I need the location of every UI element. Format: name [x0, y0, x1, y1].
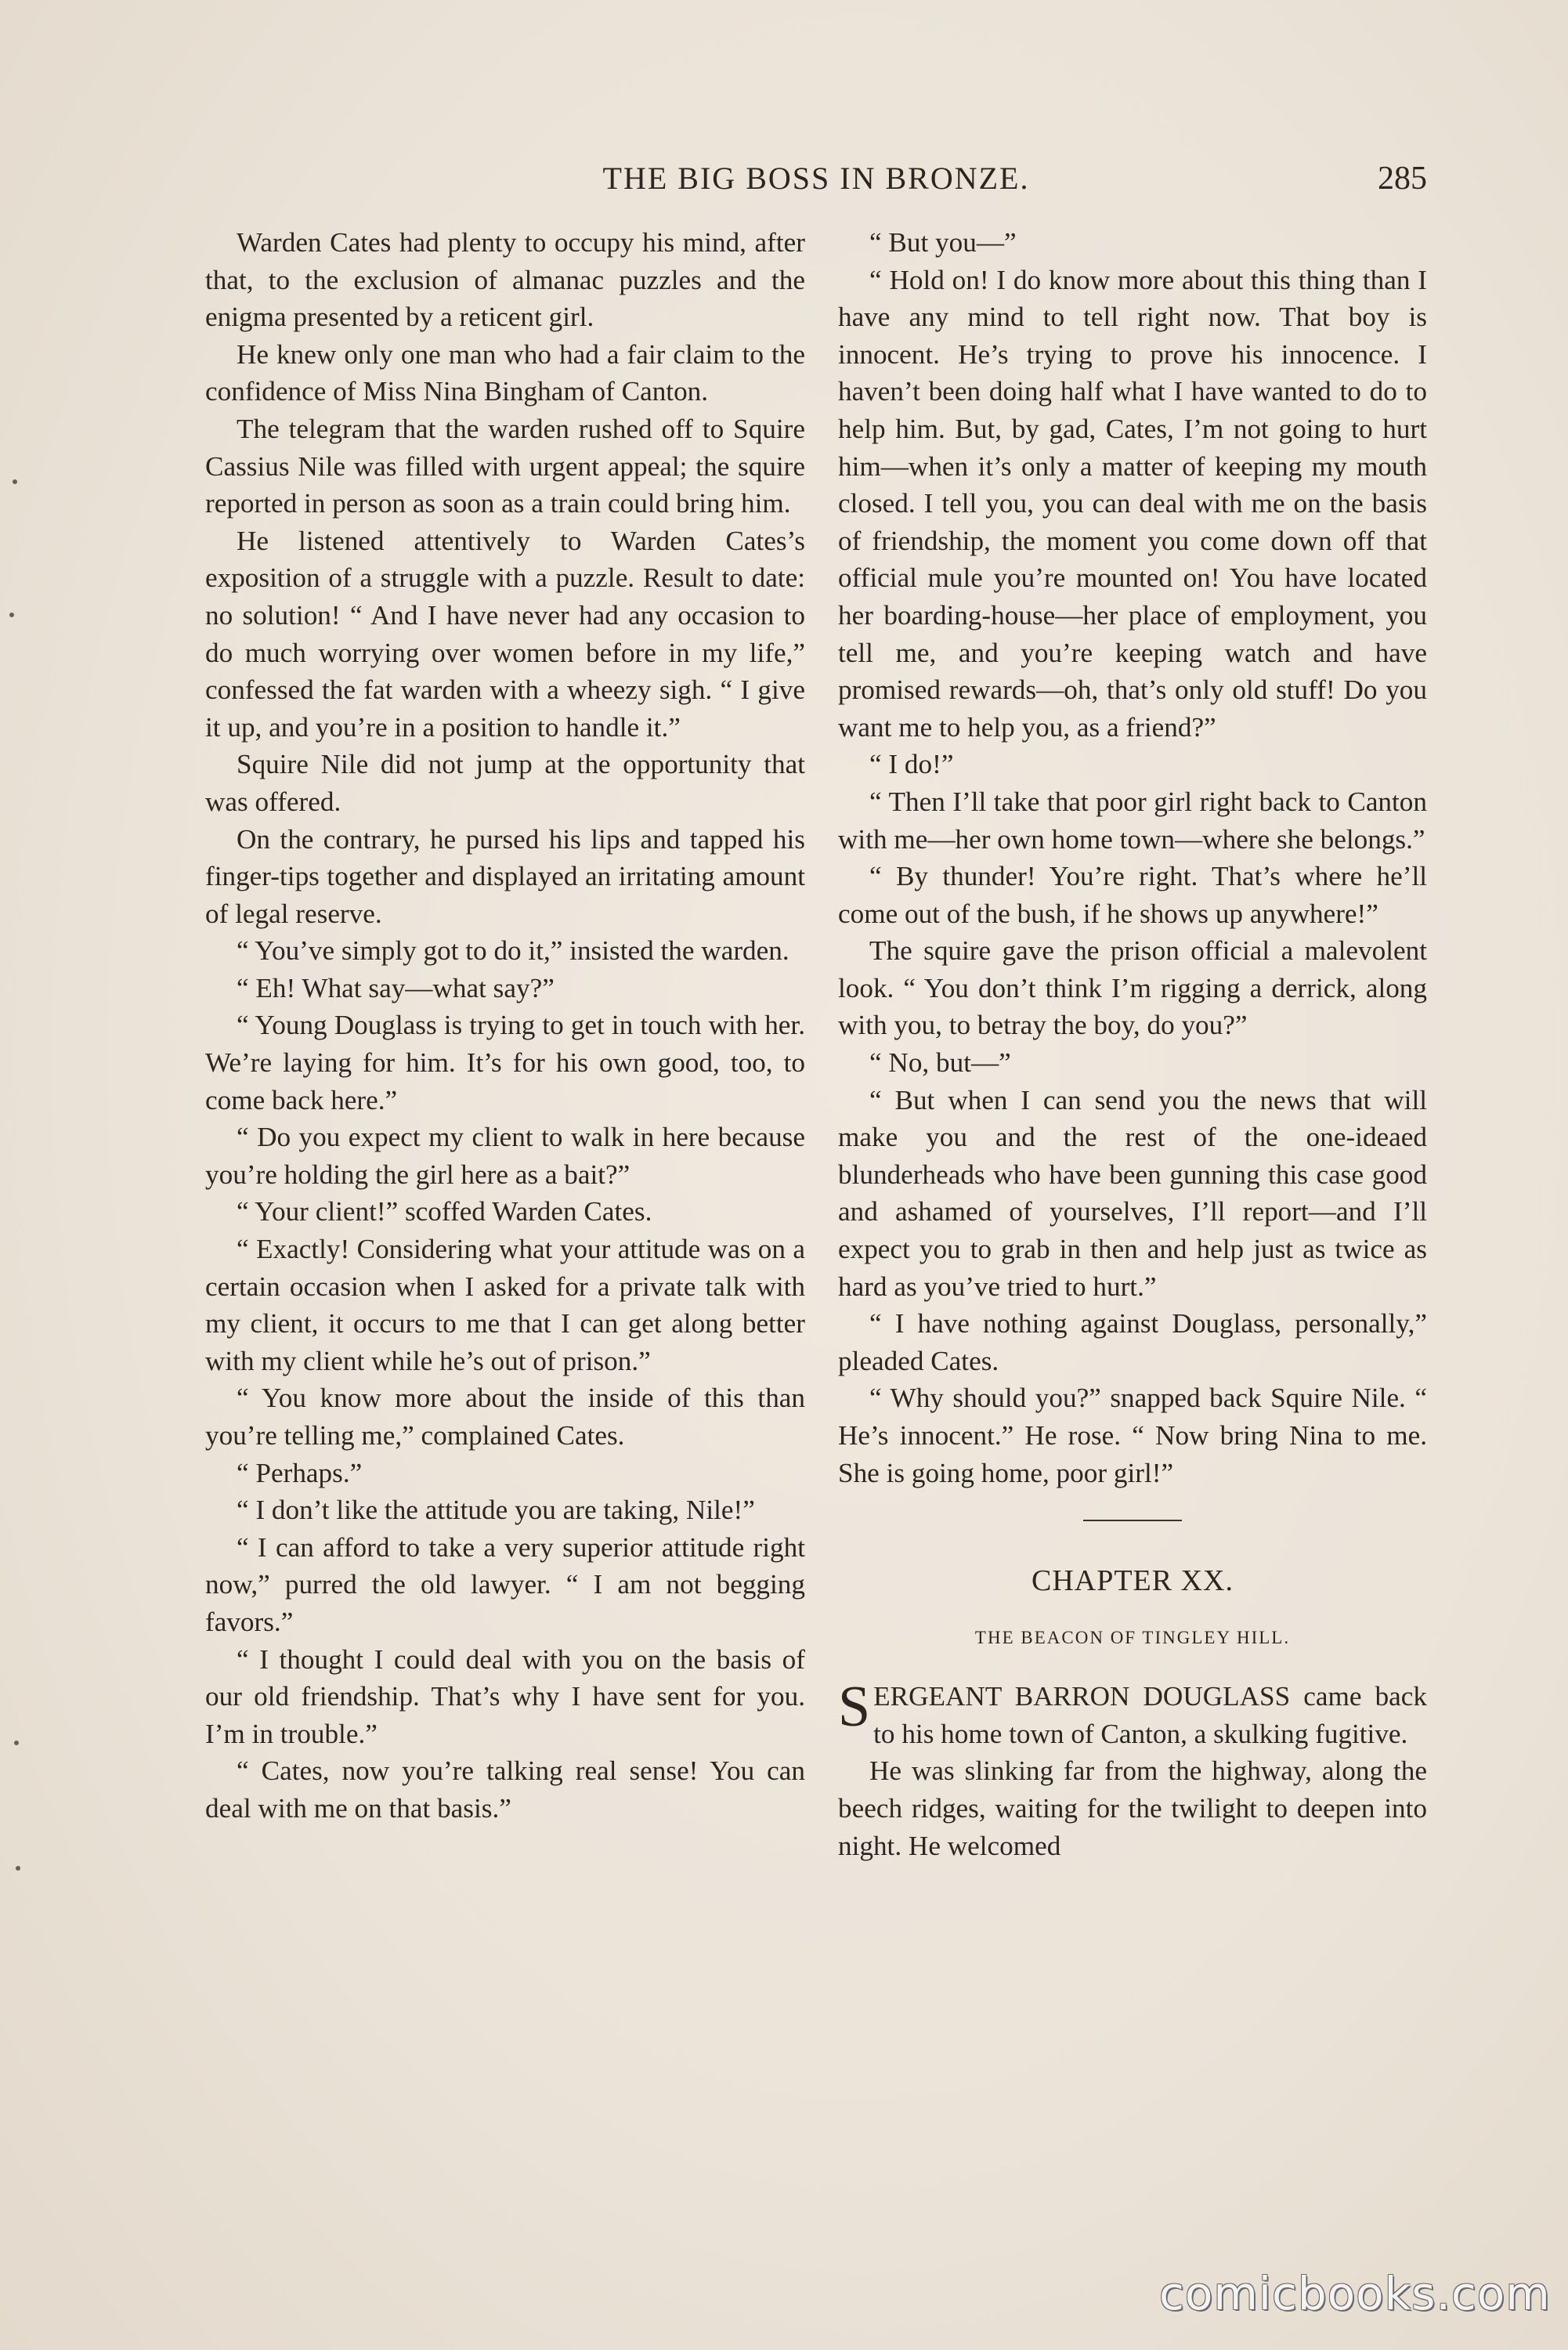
paragraph: “ I thought I could deal with you on the basis of our old friendship. That’s why I have sent for you. I’m in trouble.” [205, 1643, 805, 1749]
paragraph: “ Then I’ll take that poor girl right back to Canton with me—her own home town—where she belongs.” [838, 786, 1427, 855]
running-title: THE BIG BOSS IN BRONZE. [602, 161, 1030, 196]
site-watermark: comicbooks.com [1159, 2267, 1551, 2320]
paragraph: “ Hold on! I do know more about this thing than I have any mind to tell right now. That boy is innocent. He’s trying to prove his innocence. I haven’t been doing half what I have wanted to do to help him. But, by gad, Cates, I’m not going to hurt him—when it’s only a matter of keeping my mouth closed. I tell you, you can deal with me on the basis of friendship, the moment you come down off that official mule you’re mounted on! You have located her boarding-house—her place of employment, you tell me, and you’re keeping watch and have promised rewards—oh, that’s only old stuff! Do you want me to help you, as a friend?” [838, 264, 1427, 743]
chapter-opening-text: ERGEANT BARRON DOUGLASS came back to his home town of Canton, a skulking fugitive. [873, 1681, 1427, 1749]
chapter-subheading: THE BEACON OF TINGLEY HILL. [974, 1628, 1291, 1648]
paragraph: He listened attentively to Warden Cates’s exposition of a struggle with a puzzle. Result to date: no solution! “ And I have never had any occasion to do much worrying over women before in my life,” confessed the fat warden with a wheezy sigh. “ I give it up, and you’re in a position to handle it.” [205, 525, 805, 743]
paragraph: “ I don’t like the attitude you are taking, Nile!” [237, 1495, 755, 1526]
paragraph: “ You’ve simply got to do it,” insisted the warden. [237, 935, 789, 967]
paragraph: “ Your client!” scoffed Warden Cates. [237, 1196, 652, 1227]
paragraph: “ Cates, now you’re talking real sense! You can deal with me on that basis.” [205, 1755, 805, 1824]
margin-speck [9, 613, 14, 617]
paragraph: “ But you—” [869, 227, 1017, 258]
paragraph: “ Eh! What say—what say?” [237, 972, 555, 1003]
page-number: 285 [1378, 161, 1427, 197]
paragraph: “ By thunder! You’re right. That’s where he’ll come out of the bush, if he shows up anywhere!” [838, 861, 1427, 929]
paragraph: The squire gave the prison official a malevolent look. “ You don’t think I’m rigging a derrick, along with you, to betray the boy, do you?” [838, 935, 1427, 1041]
paragraph: “ No, but—” [869, 1047, 1011, 1079]
right-column-paragraphs [838, 224, 1427, 1491]
paragraph: “ But when I can send you the news that will make you and the rest of the one-ideaed blunderheads who have been gunning this case good and ashamed of yourselves, I’ll report—and I’ll expect you to grab in then and help just as twice as hard as you’ve tried to hurt.” [838, 1084, 1427, 1302]
paragraph: On the contrary, he pursed his lips and tapped his finger-tips together and displayed an irritating amount of legal reserve. [205, 823, 805, 929]
paragraph: Warden Cates had plenty to occupy his mind, after that, to the exclusion of almanac puzzles and the enigma presented by a reticent girl. [205, 227, 805, 333]
chapter-divider [1083, 1520, 1182, 1521]
paragraph: “ I can afford to take a very superior attitude right now,” purred the old lawyer. “ I am not begging favors.” [205, 1531, 805, 1637]
margin-speck [16, 1866, 20, 1871]
paragraph: Squire Nile did not jump at the opportunity that was offered. [205, 749, 805, 817]
paragraph: “ I have nothing against Douglass, personally,” pleaded Cates. [838, 1308, 1427, 1376]
paragraph: “ You know more about the inside of this than you’re telling me,” complained Cates. [205, 1383, 805, 1451]
paragraph: He was slinking far from the highway, along the beech ridges, waiting for the twilight to deepen into night. He welcomed [838, 1755, 1427, 1861]
paragraph: “ Exactly! Considering what your attitude was on a certain occasion when I asked for a private talk with my client, it occurs to me that I can get along better with my client while he’s out of prison.” [205, 1234, 805, 1376]
margin-speck [13, 479, 17, 484]
paragraph: “ I do!” [869, 749, 954, 780]
paragraph: “ Perhaps.” [237, 1457, 363, 1488]
drop-cap: S [838, 1675, 871, 1740]
left-column [205, 224, 805, 1828]
paragraph: “ Do you expect my client to walk in here because you’re holding the girl here as a bait?” [205, 1122, 805, 1190]
paragraph: “ Why should you?” snapped back Squire Nile. “ He’s innocent.” He rose. “ Now bring Nina to me. She is going home, poor girl!” [838, 1383, 1427, 1488]
paragraph: “ Young Douglass is trying to get in touch with her. We’re laying for him. It’s for his own good, too, to come back here.” [205, 1010, 805, 1115]
right-column [838, 224, 1427, 1864]
chapter-paragraphs [838, 1752, 1427, 1864]
chapter-opening-paragraph [838, 1675, 1427, 1752]
margin-speck [14, 1741, 19, 1745]
paragraph: The telegram that the warden rushed off to Squire Cassius Nile was filled with urgent appeal; the squire reported in person as soon as a train could bring him. [205, 413, 805, 519]
running-head [205, 155, 1427, 202]
chapter-heading: CHAPTER XX. [1031, 1564, 1234, 1598]
paragraph: He knew only one man who had a fair claim to the confidence of Miss Nina Bingham of Canton. [205, 338, 805, 407]
